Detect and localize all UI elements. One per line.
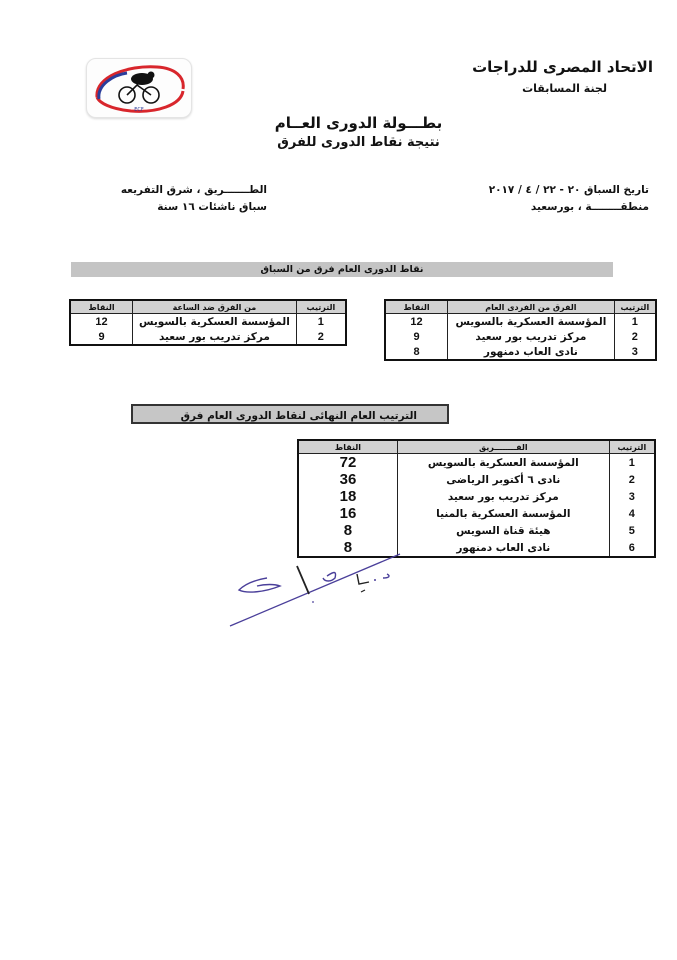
team-cell: المؤسسة العسكرية بالمنيا <box>397 505 609 522</box>
table-row <box>385 314 656 330</box>
table-row <box>298 539 655 557</box>
rank-cell: 1 <box>609 454 655 472</box>
team-cell: مركز تدريب بور سعيد <box>133 329 297 345</box>
header-team: الفــــــــريق <box>397 440 609 454</box>
header-points: النقاط <box>298 440 397 454</box>
team-cell: نادى العاب دمنهور <box>448 344 615 360</box>
header-team: الفرق من الفردى العام <box>448 300 615 314</box>
race-road: الطـــــــريق ، شرق التفريعه <box>120 184 267 196</box>
team-cell: مركز تدريب بور سعيد <box>397 488 609 505</box>
championship-title: بطـــولة الدورى العــام <box>274 114 443 132</box>
race-info-right <box>489 182 649 216</box>
table-row <box>70 314 346 330</box>
final-standings-title: الترتيب العام النهائى لنقاط الدورى العام فرق <box>131 404 449 424</box>
points-cell: 36 <box>298 471 397 488</box>
points-cell: 8 <box>298 539 397 557</box>
race-category: سباق ناشئات ١٦ سنة <box>157 201 267 213</box>
rank-cell: 3 <box>609 488 655 505</box>
table-row <box>298 471 655 488</box>
handwritten-signature-icon <box>225 548 415 638</box>
table-row <box>298 505 655 522</box>
table-row <box>70 329 346 345</box>
header-team: من الفرق ضد الساعة <box>133 300 297 314</box>
rank-cell: 1 <box>614 314 656 330</box>
organization-committee: لجنة المسابقات <box>522 82 607 95</box>
race-date: تاريخ السباق ٢٠ - ٢٢ / ٤ / ٢٠١٧ <box>488 184 649 196</box>
team-cell: المؤسسة العسكرية بالسويس <box>133 314 297 330</box>
header-rank: الترتيب <box>296 300 346 314</box>
rank-cell: 3 <box>614 344 656 360</box>
points-cell: 12 <box>385 314 448 330</box>
table-row <box>298 488 655 505</box>
header-points: النقاط <box>70 300 133 314</box>
points-cell: 12 <box>70 314 133 330</box>
team-cell: هيئة قناة السويس <box>397 522 609 539</box>
rank-cell: 2 <box>614 329 656 344</box>
team-cell: نادى العاب دمنهور <box>397 539 609 557</box>
points-cell: 9 <box>70 329 133 345</box>
team-cell: المؤسسة العسكرية بالسويس <box>448 314 615 330</box>
race-info-left <box>121 182 267 216</box>
time-trial-points-table <box>69 299 347 346</box>
header-rank: الترتيب <box>609 440 655 454</box>
points-cell: 72 <box>298 454 397 472</box>
race-region: منطقــــــــة ، بورسعيد <box>530 201 649 213</box>
header-points: النقاط <box>385 300 448 314</box>
table-row <box>298 454 655 472</box>
points-cell: 18 <box>298 488 397 505</box>
team-cell: المؤسسة العسكرية بالسويس <box>397 454 609 472</box>
team-cell: مركز تدريب بور سعيد <box>448 329 615 344</box>
table-row <box>385 329 656 344</box>
rank-cell: 5 <box>609 522 655 539</box>
logo-caption: ECF <box>134 107 144 113</box>
final-standings-table <box>297 439 656 558</box>
results-subtitle: نتيجة نقاط الدورى للفرق <box>277 135 440 150</box>
points-cell: 9 <box>385 329 448 344</box>
rank-cell: 4 <box>609 505 655 522</box>
organization-name: الاتحاد المصرى للدراجات <box>472 58 653 76</box>
cyclist-logo-icon <box>86 58 192 118</box>
table-row <box>298 522 655 539</box>
table-row <box>385 344 656 360</box>
points-cell: 8 <box>298 522 397 539</box>
rank-cell: 6 <box>609 539 655 557</box>
section-title-bar: نقاط الدورى العام فرق من السباق <box>71 262 613 277</box>
points-cell: 8 <box>385 344 448 360</box>
rank-cell: 1 <box>296 314 346 330</box>
rank-cell: 2 <box>609 471 655 488</box>
points-cell: 16 <box>298 505 397 522</box>
individual-points-table <box>384 299 657 361</box>
header-rank: الترتيب <box>614 300 656 314</box>
team-cell: نادى ٦ أكتوبر الرياضى <box>397 471 609 488</box>
rank-cell: 2 <box>296 329 346 345</box>
